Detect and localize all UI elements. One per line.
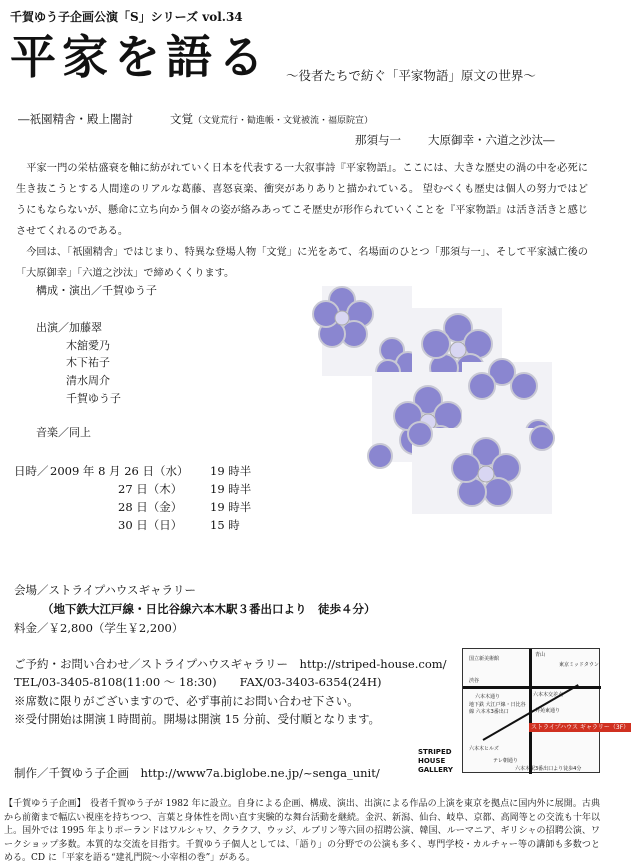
schedule-date: 28 日（金） [118, 500, 183, 514]
cast-member: 清水周介 [66, 374, 110, 387]
map-label: 国立新美術館 [469, 656, 500, 662]
schedule-date: 30 日（日） [118, 518, 183, 532]
map-label: 渋谷 [469, 678, 480, 684]
flower-pattern-image [322, 286, 412, 376]
flower-pattern-image [412, 428, 552, 514]
map-label: テレ朝通り [493, 758, 518, 764]
ticket-price: 料金／￥2,800（学生￥2,200） [14, 621, 184, 635]
scene-ohara: 大原御幸・六道之沙汰― [428, 133, 555, 147]
schedule-date: 27 日（木） [118, 482, 183, 496]
music-credit: 音楽／同上 [36, 426, 91, 439]
scene-mongaku-title: 文覚 [170, 112, 193, 126]
intro-text [16, 158, 588, 284]
map-label: 六本木通り [475, 694, 501, 700]
map-road [463, 686, 601, 689]
map-gallery-marker: ストライプハウス ギャラリー（3F） [531, 724, 630, 731]
map-caption: 六本木駅3番出口より徒歩4分 [515, 766, 582, 772]
page-subtitle: ～役者たちで紡ぐ「平家物語」原文の世界～ [286, 68, 536, 83]
intro-paragraph: 平家一門の栄枯盛衰を軸に紡がれていく日本を代表する一大叙事詩『平家物語』。ここには、大きな歴史の渦の中を必死に生き抜こうとする人間達のリアルな葛藤、喜怒哀楽、衝突がありありと描かれている。 望むべくも歴史は個人の努力ではどうにもならないが、懸命に立ち向かう個々の姿が絡みあってこそ歴史が形作られていくことを『平家物語』は活き活きと感じさせてくれるのである。 [16, 163, 588, 237]
company-profile: 【千賀ゆう子企画】 役者千賀ゆう子が 1982 年に設立。自身による企画、構成、演出、出演による作品の上演を東京を拠点に国内外に展開。古典から前衛まで幅広い視座を持ちつつ、言葉と身体性を問い直す実験的な舞台活動を継続。金沢、新潟、仙台、岐阜、京都、高岡等との交流も十年以上。国外では 1995 年よりポーランドはワルシャワ、クラクフ、ウッジ、ルブリン等六回の招聘公演、韓国、ルーマニア、ギリシャの招聘公演、ワークショップ多数。本質的な交流を目指す。千賀ゆう子個人としては、「語り」の分野での公演も多く、専門学校・カルチャー等の講師も多数つとめる。CD に「平家を語る“建礼門院～小宰相の巻”」がある。 [4, 799, 600, 863]
series-label: 千賀ゆう子企画公演「S」シリーズ vol.34 [10, 10, 243, 24]
schedule-time: 19 時半 [210, 482, 252, 496]
scene-mongaku [170, 111, 373, 127]
page-title: 平家を語る [10, 30, 270, 84]
schedule-date: 2009 年 8 月 26 日（水） [50, 464, 189, 478]
map-label: 六本木交差点 [533, 692, 564, 698]
map-label: 六本木ヒルズ [469, 746, 499, 752]
contact-note: ※受付開始は開演１時間前。開場は開演 15 分前、受付順となります。 [14, 712, 381, 726]
flower-pattern-graphic [322, 286, 412, 376]
schedule-time: 15 時 [210, 518, 240, 532]
cast-member: 木舘愛乃 [66, 339, 110, 352]
schedule-time: 19 時半 [210, 500, 252, 514]
flower-pattern-graphic [412, 428, 552, 514]
cast-member: 千賀ゆう子 [66, 392, 121, 405]
map-label: 青山 [535, 652, 546, 658]
direction-credit: 構成・演出／千賀ゆう子 [36, 284, 157, 297]
access-map [462, 648, 630, 773]
contact-note: ※席数に限りがございますので、必ず事前にお問い合わせ下さい。 [14, 694, 359, 708]
scene-nasu: 那須与一 [355, 133, 401, 147]
gallery-logo: STRIPED HOUSE GALLERY [418, 748, 453, 774]
intro-paragraph: 今回は、「祇園精舎」ではじまり、特異な登場人物「文覚」に光をあて、名場面のひとつ「那須与一」、そして平家滅亡後の「大原御幸」「六道之沙汰」で締めくくります。 [16, 247, 588, 279]
production-credit: 制作／千賀ゆう子企画 http://www7a.biglobe.ne.jp/~senga_unit/ [14, 766, 380, 780]
schedule-label: 日時／ [14, 464, 49, 478]
contact-line: ご予約・お問い合わせ／ストライプハウスギャラリー http://striped-house.com/ [14, 657, 447, 671]
scene-gion: ―祇園精舎・殿上闇討 [18, 112, 133, 126]
cast-member: 木下祐子 [66, 356, 110, 369]
scene-mongaku-subtitle: （文覚荒行・勧進帳・文覚被流・福原院宣） [193, 116, 374, 126]
venue-line: 会場／ストライプハウスギャラリー [14, 583, 197, 597]
map-label: 外苑東通り [535, 708, 561, 714]
map-label: 東京ミッドタウン [559, 662, 599, 668]
cast-credit: 出演／加藤翠 [36, 321, 102, 334]
schedule-time: 19 時半 [210, 464, 252, 478]
venue-access: （地下鉄大江戸線・日比谷線六本木駅３番出口より 徒歩４分） [42, 602, 376, 616]
contact-phone: TEL/03-3405-8108(11:00 ～ 18:30) FAX/03-3403-6354(24H) [14, 675, 382, 689]
map-label: 地下鉄 大江戸線・日比谷線 六本木3番出口 [469, 702, 526, 715]
